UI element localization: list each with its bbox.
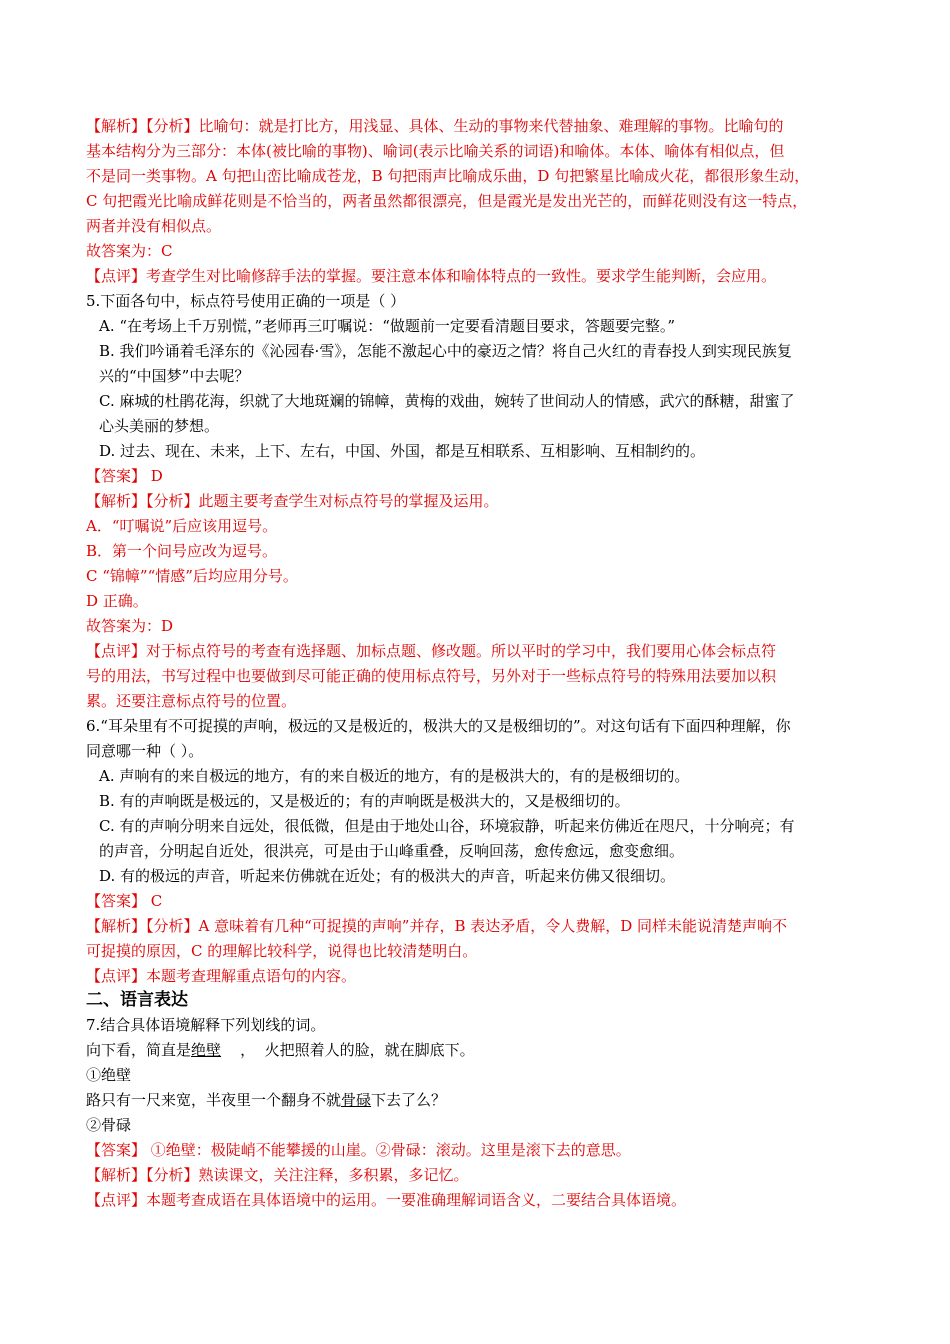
sentence-text: 下去了么？: [371, 1091, 447, 1109]
q6-analysis-line: 【解析】【分析】A 意味着有几种“可捉摸的声响”并存，B 表达矛盾，令人费解，D 同样未能说清楚声响不: [86, 917, 788, 935]
q7-comment: 【点评】本题考查成语在具体语境中的运用。一要准确理解词语含义，二要结合具体语境。: [86, 1191, 687, 1209]
q6-option-c: C. 有的声响分明来自远处，很低微，但是由于地处山谷，环境寂静，听起来仿佛近在咫尺，十分响亮；有: [99, 817, 795, 835]
q6-answer: 【答案】 C: [86, 892, 163, 910]
q6-option-d: D. 有的极远的声音，听起来仿佛就在近处；有的极洪大的声音，听起来仿佛又很细切。: [99, 867, 676, 885]
q4-analysis-line: 基本结构分为三部分：本体(被比喻的事物)、喻词(表示比喻关系的词语)和喻体。本体、喻体有相似点，但: [86, 142, 785, 160]
section-heading: 二、语言表达: [86, 990, 188, 1010]
q6-stem-cont: 同意哪一种（ ）。: [86, 742, 204, 760]
q4-analysis-line: 【解析】【分析】比喻句：就是打比方，用浅显、具体、生动的事物来代替抽象、难理解的事物。比喻句的: [86, 117, 784, 135]
q5-final-answer: 故答案为：D: [86, 617, 174, 635]
q7-analysis: 【解析】【分析】熟读课文，关注注释，多积累，多记忆。: [86, 1166, 469, 1184]
q5-comment-line: 【点评】对于标点符号的考查有选择题、加标点题、修改题。所以平时的学习中，我们要用心体会标点符: [86, 642, 777, 660]
q5-analysis-c: C “锦幛”“情感”后均应用分号。: [86, 567, 298, 585]
underlined-word: 绝壁: [191, 1041, 222, 1059]
sentence-text: 路只有一尺来宽，半夜里一个翻身不就: [86, 1091, 342, 1109]
q4-analysis-line: 不是同一类事物。A 句把山峦比喻成苍龙，B 句把雨声比喻成乐曲，D 句把繁星比喻成火花，都很形象生动，: [86, 167, 810, 185]
q7-stem: 7.结合具体语境解释下列划线的词。: [86, 1016, 326, 1034]
q5-comment-line: 累。还要注意标点符号的位置。: [86, 692, 297, 710]
q5-analysis-d: D 正确。: [86, 592, 148, 610]
underlined-word: 骨碌: [341, 1091, 372, 1109]
q7-answer: 【答案】 ①绝壁：极陡峭不能攀援的山崖。②骨碌：滚动。这里是滚下去的意思。: [86, 1141, 631, 1159]
q5-option-b-cont: 兴的“中国梦”中去呢？: [99, 367, 250, 385]
q6-analysis-line: 可捉摸的原因，C 的理解比较科学，说得也比较清楚明白。: [86, 942, 478, 960]
q4-comment: 【点评】考查学生对比喻修辞手法的掌握。要注意本体和喻体特点的一致性。要求学生能判断，会应用。: [86, 267, 777, 285]
q5-comment-line: 号的用法，书写过程中也要做到尽可能正确的使用标点符号，另外对于一些标点符号的特殊用法要加以积: [86, 667, 777, 685]
q5-option-c-cont: 心头美丽的梦想。: [99, 417, 220, 435]
q7-item-1: ①绝壁: [86, 1066, 132, 1084]
q4-analysis-line: 两者并没有相似点。: [86, 217, 222, 235]
q4-final-answer: 故答案为：C: [86, 242, 173, 260]
q6-stem: 6.“耳朵里有不可捉摸的声响，极远的又是极近的，极洪大的又是极细切的”。对这句话有下面四种理解，你: [86, 717, 791, 735]
q5-option-a: A. “在考场上千万别慌，”老师再三叮嘱说：“做题前一定要看清题目要求，答题要完整。”: [99, 317, 676, 335]
sentence-text: ， 火把照着人的脸，就在脚底下。: [221, 1041, 475, 1059]
q5-analysis-b: B．第一个问号应改为逗号。: [86, 542, 278, 560]
q5-analysis-a: A．“叮嘱说”后应该用逗号。: [86, 517, 278, 535]
q5-stem: 5.下面各句中，标点符号使用正确的一项是（ ）: [86, 292, 406, 310]
q7-sentence-1: [86, 1038, 868, 1063]
q5-option-d: D. 过去、现在、未来，上下、左右，中国、外国，都是互相联系、互相影响、互相制约的。: [99, 442, 706, 460]
q6-option-b: B. 有的声响既是极远的，又是极近的；有的声响既是极洪大的，又是极细切的。: [99, 792, 630, 810]
q6-option-c-cont: 的声音，分明起自近处，很洪亮，可是由于山峰重叠，反响回荡，愈传愈远，愈变愈细。: [99, 842, 685, 860]
q6-comment: 【点评】本题考查理解重点语句的内容。: [86, 967, 357, 985]
sentence-text: 向下看，简直是: [86, 1041, 192, 1059]
q5-option-b: B. 我们吟诵着毛泽东的《沁园春·雪》，怎能不激起心中的豪迈之情？将自己火红的青春投人到实现民族复: [99, 342, 792, 360]
q5-option-c: C. 麻城的杜鹃花海，织就了大地斑斓的锦幛，黄梅的戏曲，婉转了世间动人的情感，武穴的酥糖，甜蜜了: [99, 392, 795, 410]
q7-item-2: ②骨碌: [86, 1116, 132, 1134]
q5-answer: 【答案】 D: [86, 467, 163, 485]
q4-analysis-line: C 句把霞光比喻成鲜花则是不恰当的，两者虽然都很漂亮，但是霞光是发出光芒的，而鲜花则没有这一特点，: [86, 192, 808, 210]
q6-option-a: A. 声响有的来自极远的地方，有的来自极近的地方，有的是极洪大的，有的是极细切的。: [99, 767, 690, 785]
q5-analysis: 【解析】【分析】此题主要考查学生对标点符号的掌握及运用。: [86, 492, 499, 510]
q7-sentence-2: [86, 1088, 868, 1113]
